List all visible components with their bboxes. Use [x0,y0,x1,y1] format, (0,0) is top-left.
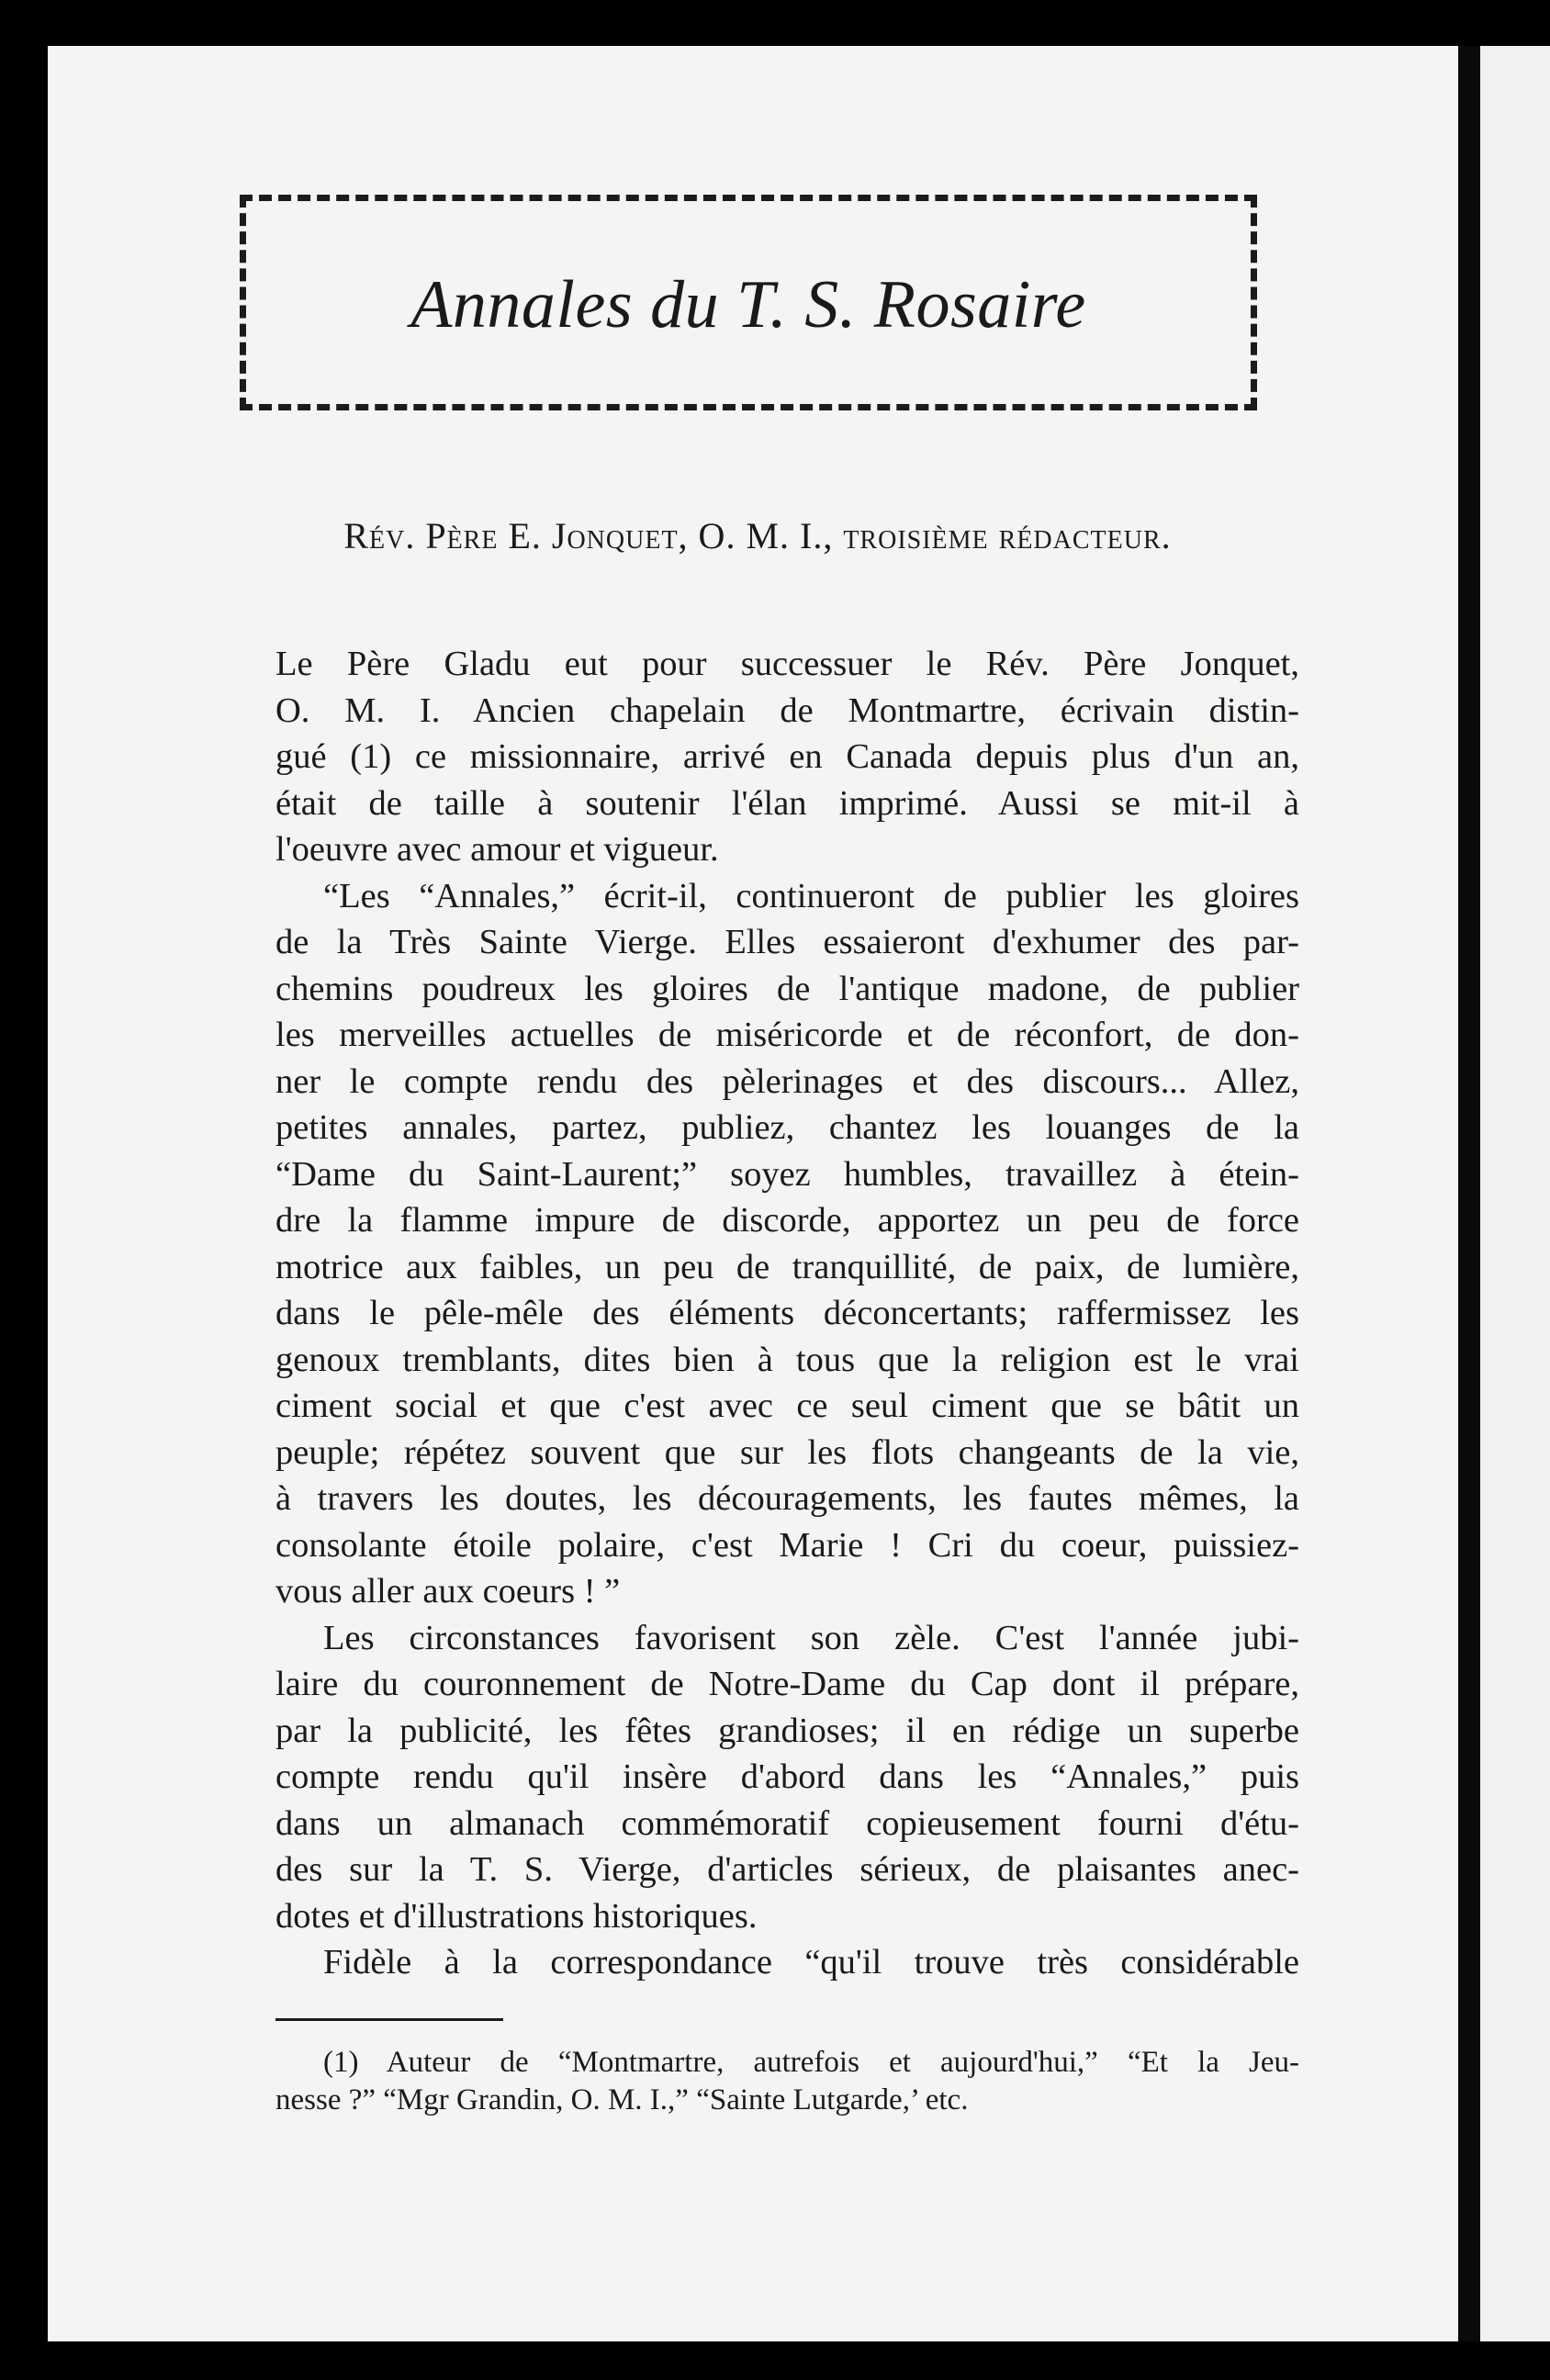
text-line: genoux tremblants, dites bien à tous que la religion est le vrai [275,1340,1299,1379]
text-line: Le Père Gladu eut pour successuer le Rév. Père Jonquet, [275,645,1299,683]
text-line: de la Très Sainte Vierge. Elles essaieront d'exhumer des par- [275,923,1299,961]
text-line: à travers les doutes, les découragements, les fautes mêmes, la [275,1479,1299,1518]
page-title: Annales du T. S. Rosaire [410,267,1086,342]
text-line: ner le compte rendu des pèlerinages et des discours... Allez, [275,1061,1299,1101]
text-line: “Dame du Saint-Laurent;” soyez humbles, travaillez à étein- [275,1154,1299,1194]
footnote-line: (1) Auteur de “Montmartre, autrefois et aujourd'hui,” “Et la Jeu- [323,2046,1299,2079]
text-line: “Les “Annales,” écrit-il, continueront de publier les gloires [323,876,1299,915]
author-heading: Rév. Père E. Jonquet, O. M. I., troisième rédacteur. [343,515,1172,556]
text-line: ciment social et que c'est avec ce seul ciment que se bâtit un [275,1386,1299,1425]
text-line: dans un almanach commémoratif copieusement fourni d'étu- [275,1803,1299,1843]
page-gutter [1458,46,1480,2341]
footnote [275,2044,1299,2119]
text-line: dre la flamme impure de discorde, apportez un peu de force [275,1201,1299,1240]
text-line: motrice aux faibles, un peu de tranquillité, de paix, de lumière, [275,1247,1299,1286]
text-line: par la publicité, les fêtes grandioses; il en rédige un superbe [275,1711,1299,1750]
text-line: peuple; répétez souvent que sur les flots changeants de la vie, [275,1432,1299,1472]
next-page-edge [1480,46,1550,2341]
text-line: les merveilles actuelles de miséricorde et de réconfort, de don- [275,1016,1299,1054]
text-line: vous aller aux coeurs ! ” [275,1572,621,1611]
text-line: laire du couronnement de Notre-Dame du Cap dont il prépare, [275,1665,1299,1703]
text-line: dans le pêle-mêle des éléments déconcertants; raffermissez les [275,1294,1299,1332]
text-line: consolante étoile polaire, c'est Marie ! Cri du coeur, puissiez- [275,1525,1299,1565]
text-line: chemins poudreux les gloires de l'antique madone, de publier [275,969,1299,1008]
text-line: O. M. I. Ancien chapelain de Montmartre, écrivain distin- [275,690,1299,730]
text-line: l'oeuvre avec amour et vigueur. [275,830,719,869]
text-line: gué (1) ce missionnaire, arrivé en Canada depuis plus d'un an, [275,737,1299,776]
title-frame [240,195,1257,410]
footnote-divider [275,2018,503,2021]
text-line: était de taille à soutenir l'élan imprimé. Aussi se mit-il à [275,783,1299,823]
footnote-line: nesse ?” “Mgr Grandin, O. M. I.,” “Sainte Lutgarde,’ etc. [275,2083,969,2116]
text-line: compte rendu qu'il insère d'abord dans les “Annales,” puis [275,1757,1299,1796]
text-line: Les circonstances favorisent son zèle. C'est l'année jubi- [323,1618,1299,1657]
text-line: petites annales, partez, publiez, chantez les louanges de la [275,1108,1299,1147]
text-line: Fidèle à la correspondance “qu'il trouve très considérable [323,1943,1299,1981]
body-text [275,641,1299,1986]
text-line: dotes et d'illustrations historiques. [275,1896,758,1936]
text-line: des sur la T. S. Vierge, d'articles sérieux, de plaisantes anec- [275,1850,1299,1889]
